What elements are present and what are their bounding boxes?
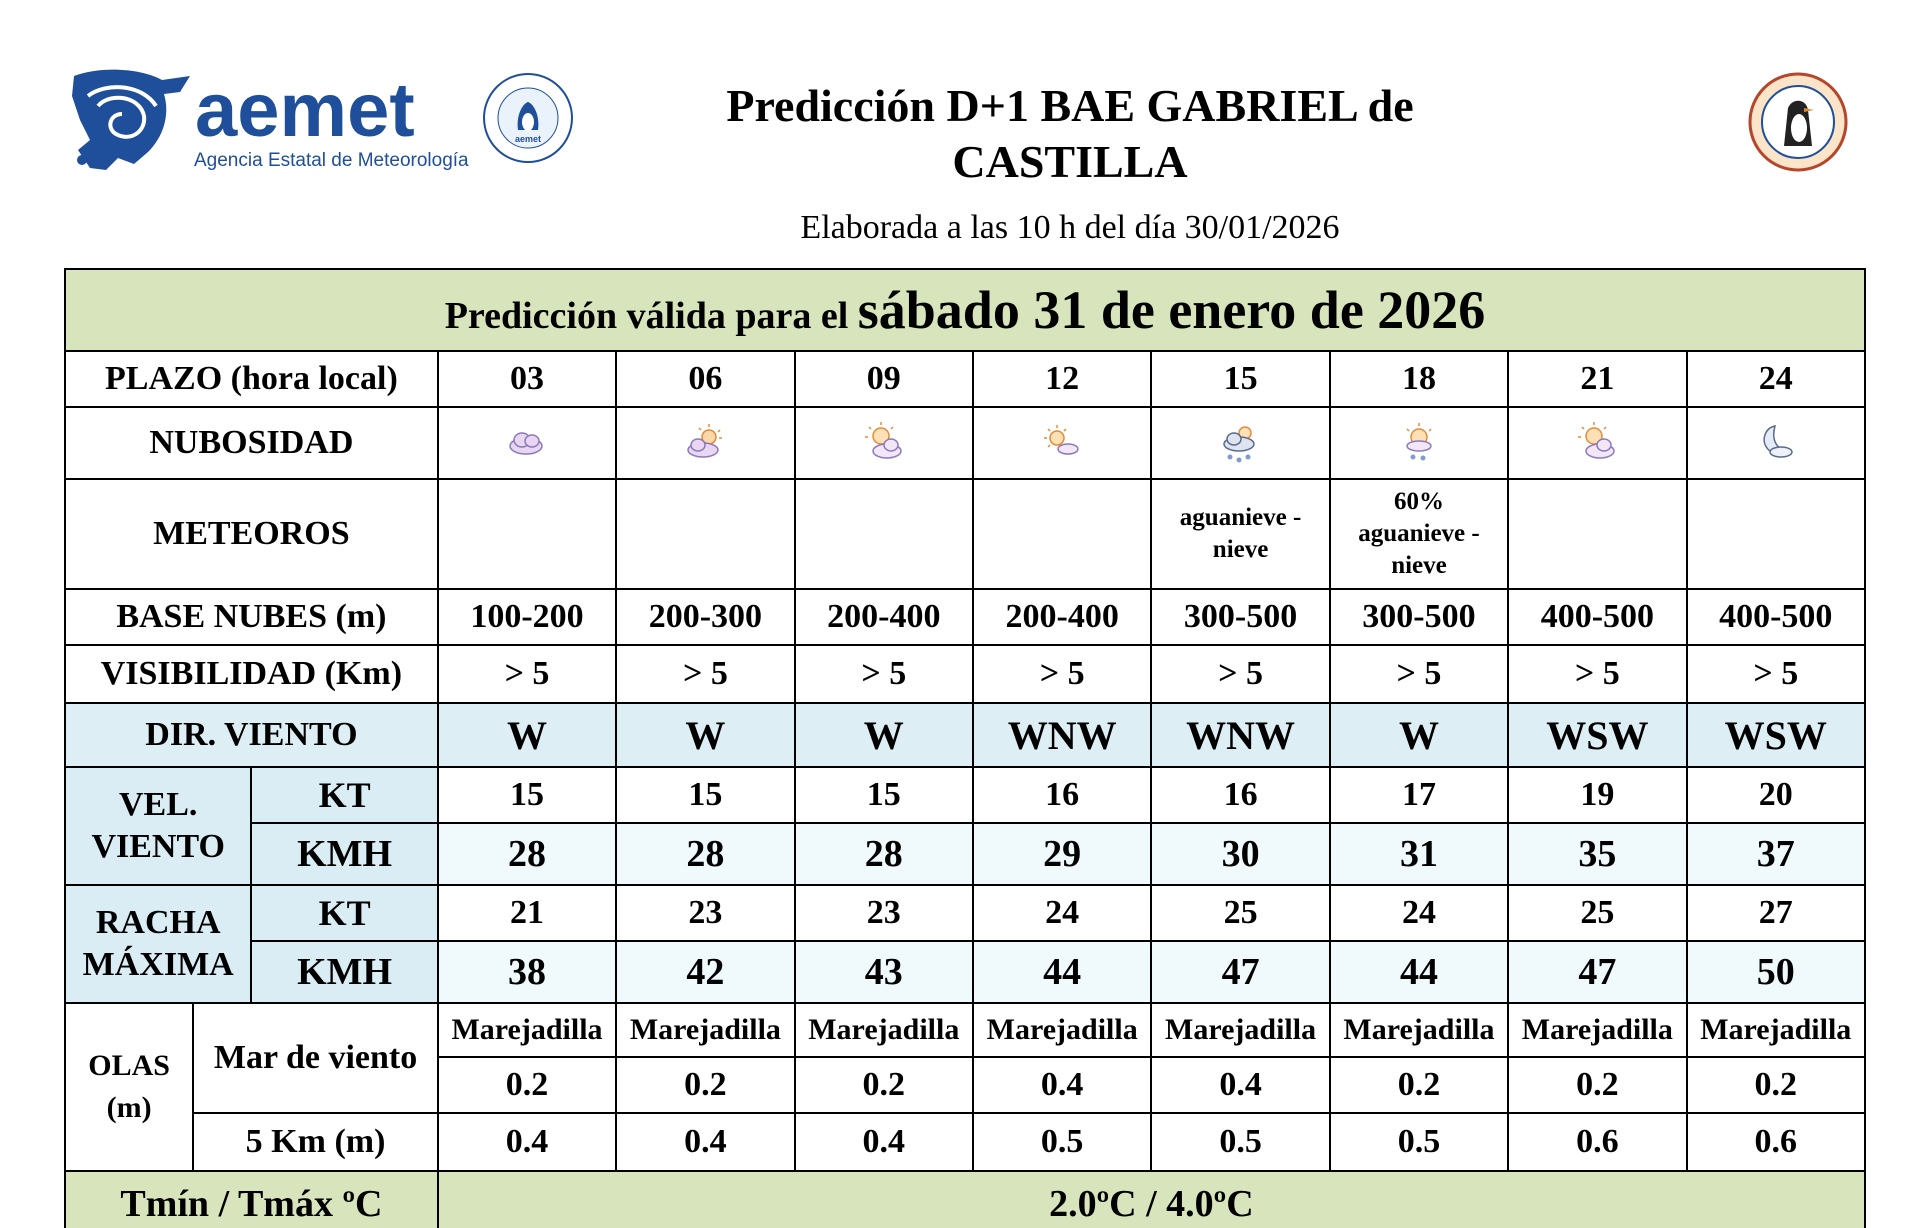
racha-kt-cell: 23: [795, 885, 973, 941]
olas-5km-row: [65, 1113, 1865, 1171]
row-label-meteoros: METEOROS: [65, 479, 438, 589]
km5-cell: 0.6: [1687, 1113, 1865, 1171]
meteoro-cell: [438, 479, 616, 589]
meteoros-row: [65, 479, 1865, 589]
racha-kmh-cell: 50: [1687, 941, 1865, 1003]
mar-state-cell: Marejadilla: [973, 1003, 1151, 1057]
dir-cell: W: [438, 703, 616, 767]
dir-cell: WSW: [1687, 703, 1865, 767]
sun-with-cloud-icon: [1574, 420, 1620, 466]
km5-cell: 0.6: [1508, 1113, 1686, 1171]
base-cell: 300-500: [1151, 589, 1329, 645]
sun-snow-icon: [1396, 420, 1442, 466]
meteoro-cell: aguanieve - nieve: [1151, 479, 1329, 589]
racha-kt-cell: 24: [1330, 885, 1508, 941]
base-cell: 200-400: [795, 589, 973, 645]
meteoro-cell: 60% aguanieve - nieve: [1330, 479, 1508, 589]
row-label-nubosidad: NUBOSIDAD: [65, 407, 438, 479]
vel-kt-cell: 16: [973, 767, 1151, 823]
racha-kt-cell: 21: [438, 885, 616, 941]
temperature-value: 2.0ºC / 4.0ºC: [438, 1171, 1865, 1228]
dir-cell: W: [795, 703, 973, 767]
hour-cell: 24: [1687, 351, 1865, 407]
vis-cell: > 5: [1151, 645, 1329, 703]
racha-kt-cell: 25: [1508, 885, 1686, 941]
unit-kt: KT: [251, 885, 437, 941]
racha-kmh-cell: 47: [1151, 941, 1329, 1003]
sun-with-cloud-icon: [861, 420, 907, 466]
racha-kt-cell: 27: [1687, 885, 1865, 941]
cloud-icon: [504, 420, 550, 466]
vis-cell: > 5: [616, 645, 794, 703]
row-label-5km: 5 Km (m): [193, 1113, 438, 1171]
base-cell: 200-400: [973, 589, 1151, 645]
sun-small-cloud-icon: [1039, 420, 1085, 466]
vel-kmh-cell: 29: [973, 823, 1151, 885]
base-nubes-row: [65, 589, 1865, 645]
vel-kt-cell: 17: [1330, 767, 1508, 823]
dir-cell: WNW: [1151, 703, 1329, 767]
mar-state-cell: Marejadilla: [1687, 1003, 1865, 1057]
page-title: Predicción D+1 BAE GABRIEL de CASTILLA: [726, 80, 1414, 187]
racha-kmh-cell: 38: [438, 941, 616, 1003]
racha-kt-cell: 24: [973, 885, 1151, 941]
forecast-table: [64, 268, 1866, 1228]
km5-cell: 0.4: [795, 1113, 973, 1171]
km5-cell: 0.5: [1151, 1113, 1329, 1171]
hour-cell: 21: [1508, 351, 1686, 407]
base-cell: 300-500: [1330, 589, 1508, 645]
visibilidad-row: [65, 645, 1865, 703]
dir-cell: WSW: [1508, 703, 1686, 767]
meteoro-cell: [973, 479, 1151, 589]
hour-cell: 18: [1330, 351, 1508, 407]
row-label-temperature: Tmín / Tmáx ºC: [65, 1171, 438, 1228]
row-label-racha-maxima: RACHA MÁXIMA: [65, 885, 251, 1003]
racha-kmh-cell: 43: [795, 941, 973, 1003]
mar-state-cell: Marejadilla: [1330, 1003, 1508, 1057]
sleet-snow-icon: [1218, 420, 1264, 466]
base-cell: 400-500: [1508, 589, 1686, 645]
dir-cell: W: [616, 703, 794, 767]
vis-cell: > 5: [973, 645, 1151, 703]
vis-cell: > 5: [1687, 645, 1865, 703]
temperature-row: [65, 1171, 1865, 1228]
row-label-vel-viento: VEL. VIENTO: [65, 767, 251, 885]
vis-cell: > 5: [1330, 645, 1508, 703]
nubosidad-row: [65, 407, 1865, 479]
mar-value-cell: 0.2: [1508, 1057, 1686, 1113]
unit-kt: KT: [251, 767, 437, 823]
hour-cell: 15: [1151, 351, 1329, 407]
racha-kmh-cell: 44: [1330, 941, 1508, 1003]
sun-behind-cloud-icon: [682, 420, 728, 466]
row-label-dir-viento: DIR. VIENTO: [65, 703, 438, 767]
base-cell: 400-500: [1687, 589, 1865, 645]
vel-kmh-cell: 28: [795, 823, 973, 885]
vel-viento-kt-row: [65, 767, 1865, 823]
mar-value-cell: 0.4: [1151, 1057, 1329, 1113]
campanas-antarticas-logo: [482, 72, 574, 164]
vel-kmh-cell: 28: [616, 823, 794, 885]
racha-kmh-cell: 42: [616, 941, 794, 1003]
meteoro-cell: [1508, 479, 1686, 589]
hour-cell: 06: [616, 351, 794, 407]
vel-viento-kmh-row: [65, 823, 1865, 885]
vel-kt-cell: 15: [795, 767, 973, 823]
elaboration-date: Elaborada a las 10 h del día 30/01/2026: [800, 209, 1340, 246]
mar-value-cell: 0.2: [1330, 1057, 1508, 1113]
vel-kmh-cell: 31: [1330, 823, 1508, 885]
aemet-logo: [70, 66, 470, 176]
km5-cell: 0.5: [973, 1113, 1151, 1171]
vis-cell: > 5: [1508, 645, 1686, 703]
svg-text:Agencia Estatal de Meteorologí: Agencia Estatal de Meteorología: [194, 150, 469, 171]
racha-kmh-cell: 44: [973, 941, 1151, 1003]
dir-viento-row: [65, 703, 1865, 767]
mar-value-cell: 0.2: [1687, 1057, 1865, 1113]
mar-state-cell: Marejadilla: [616, 1003, 794, 1057]
racha-kt-cell: 23: [616, 885, 794, 941]
mar-value-cell: 0.2: [795, 1057, 973, 1113]
dir-cell: WNW: [973, 703, 1151, 767]
mar-state-cell: Marejadilla: [795, 1003, 973, 1057]
mar-value-cell: 0.4: [973, 1057, 1151, 1113]
meteoro-cell: [795, 479, 973, 589]
vel-kt-cell: 19: [1508, 767, 1686, 823]
validity-row: [65, 269, 1865, 351]
base-gabriel-castilla-emblem: [1748, 72, 1848, 172]
vis-cell: > 5: [795, 645, 973, 703]
km5-cell: 0.4: [616, 1113, 794, 1171]
racha-kt-cell: 25: [1151, 885, 1329, 941]
racha-kmh-cell: 47: [1508, 941, 1686, 1003]
row-label-visibilidad: VISIBILIDAD (Km): [65, 645, 438, 703]
mar-state-cell: Marejadilla: [1151, 1003, 1329, 1057]
row-label-plazo: PLAZO (hora local): [65, 351, 438, 407]
hour-cell: 12: [973, 351, 1151, 407]
vel-kmh-cell: 35: [1508, 823, 1686, 885]
racha-kt-row: [65, 885, 1865, 941]
base-cell: 100-200: [438, 589, 616, 645]
mar-value-cell: 0.2: [616, 1057, 794, 1113]
vel-kt-cell: 16: [1151, 767, 1329, 823]
olas-mar-estado-row: [65, 1003, 1865, 1057]
vel-kmh-cell: 28: [438, 823, 616, 885]
hour-cell: 09: [795, 351, 973, 407]
km5-cell: 0.4: [438, 1113, 616, 1171]
racha-kmh-row: [65, 941, 1865, 1003]
vel-kt-cell: 15: [438, 767, 616, 823]
validity-prefix: Predicción válida para el: [444, 295, 849, 337]
moon-cloud-icon: [1753, 420, 1799, 466]
dir-cell: W: [1330, 703, 1508, 767]
row-label-olas: OLAS (m): [65, 1003, 193, 1171]
mar-state-cell: Marejadilla: [438, 1003, 616, 1057]
base-cell: 200-300: [616, 589, 794, 645]
vel-kmh-cell: 30: [1151, 823, 1329, 885]
row-label-mar-viento: Mar de viento: [193, 1003, 438, 1113]
unit-kmh: KMH: [251, 823, 437, 885]
svg-text:aemet: aemet: [195, 68, 415, 153]
unit-kmh: KMH: [251, 941, 437, 1003]
plazo-row: [65, 351, 1865, 407]
mar-state-cell: Marejadilla: [1508, 1003, 1686, 1057]
vel-kmh-cell: 37: [1687, 823, 1865, 885]
vel-kt-cell: 15: [616, 767, 794, 823]
row-label-base-nubes: BASE NUBES (m): [65, 589, 438, 645]
meteoro-cell: [616, 479, 794, 589]
validity-date: sábado 31 de enero de 2026: [857, 280, 1486, 340]
hour-cell: 03: [438, 351, 616, 407]
vis-cell: > 5: [438, 645, 616, 703]
km5-cell: 0.5: [1330, 1113, 1508, 1171]
svg-text:aemet: aemet: [514, 134, 542, 144]
meteoro-cell: [1687, 479, 1865, 589]
mar-value-cell: 0.2: [438, 1057, 616, 1113]
vel-kt-cell: 20: [1687, 767, 1865, 823]
